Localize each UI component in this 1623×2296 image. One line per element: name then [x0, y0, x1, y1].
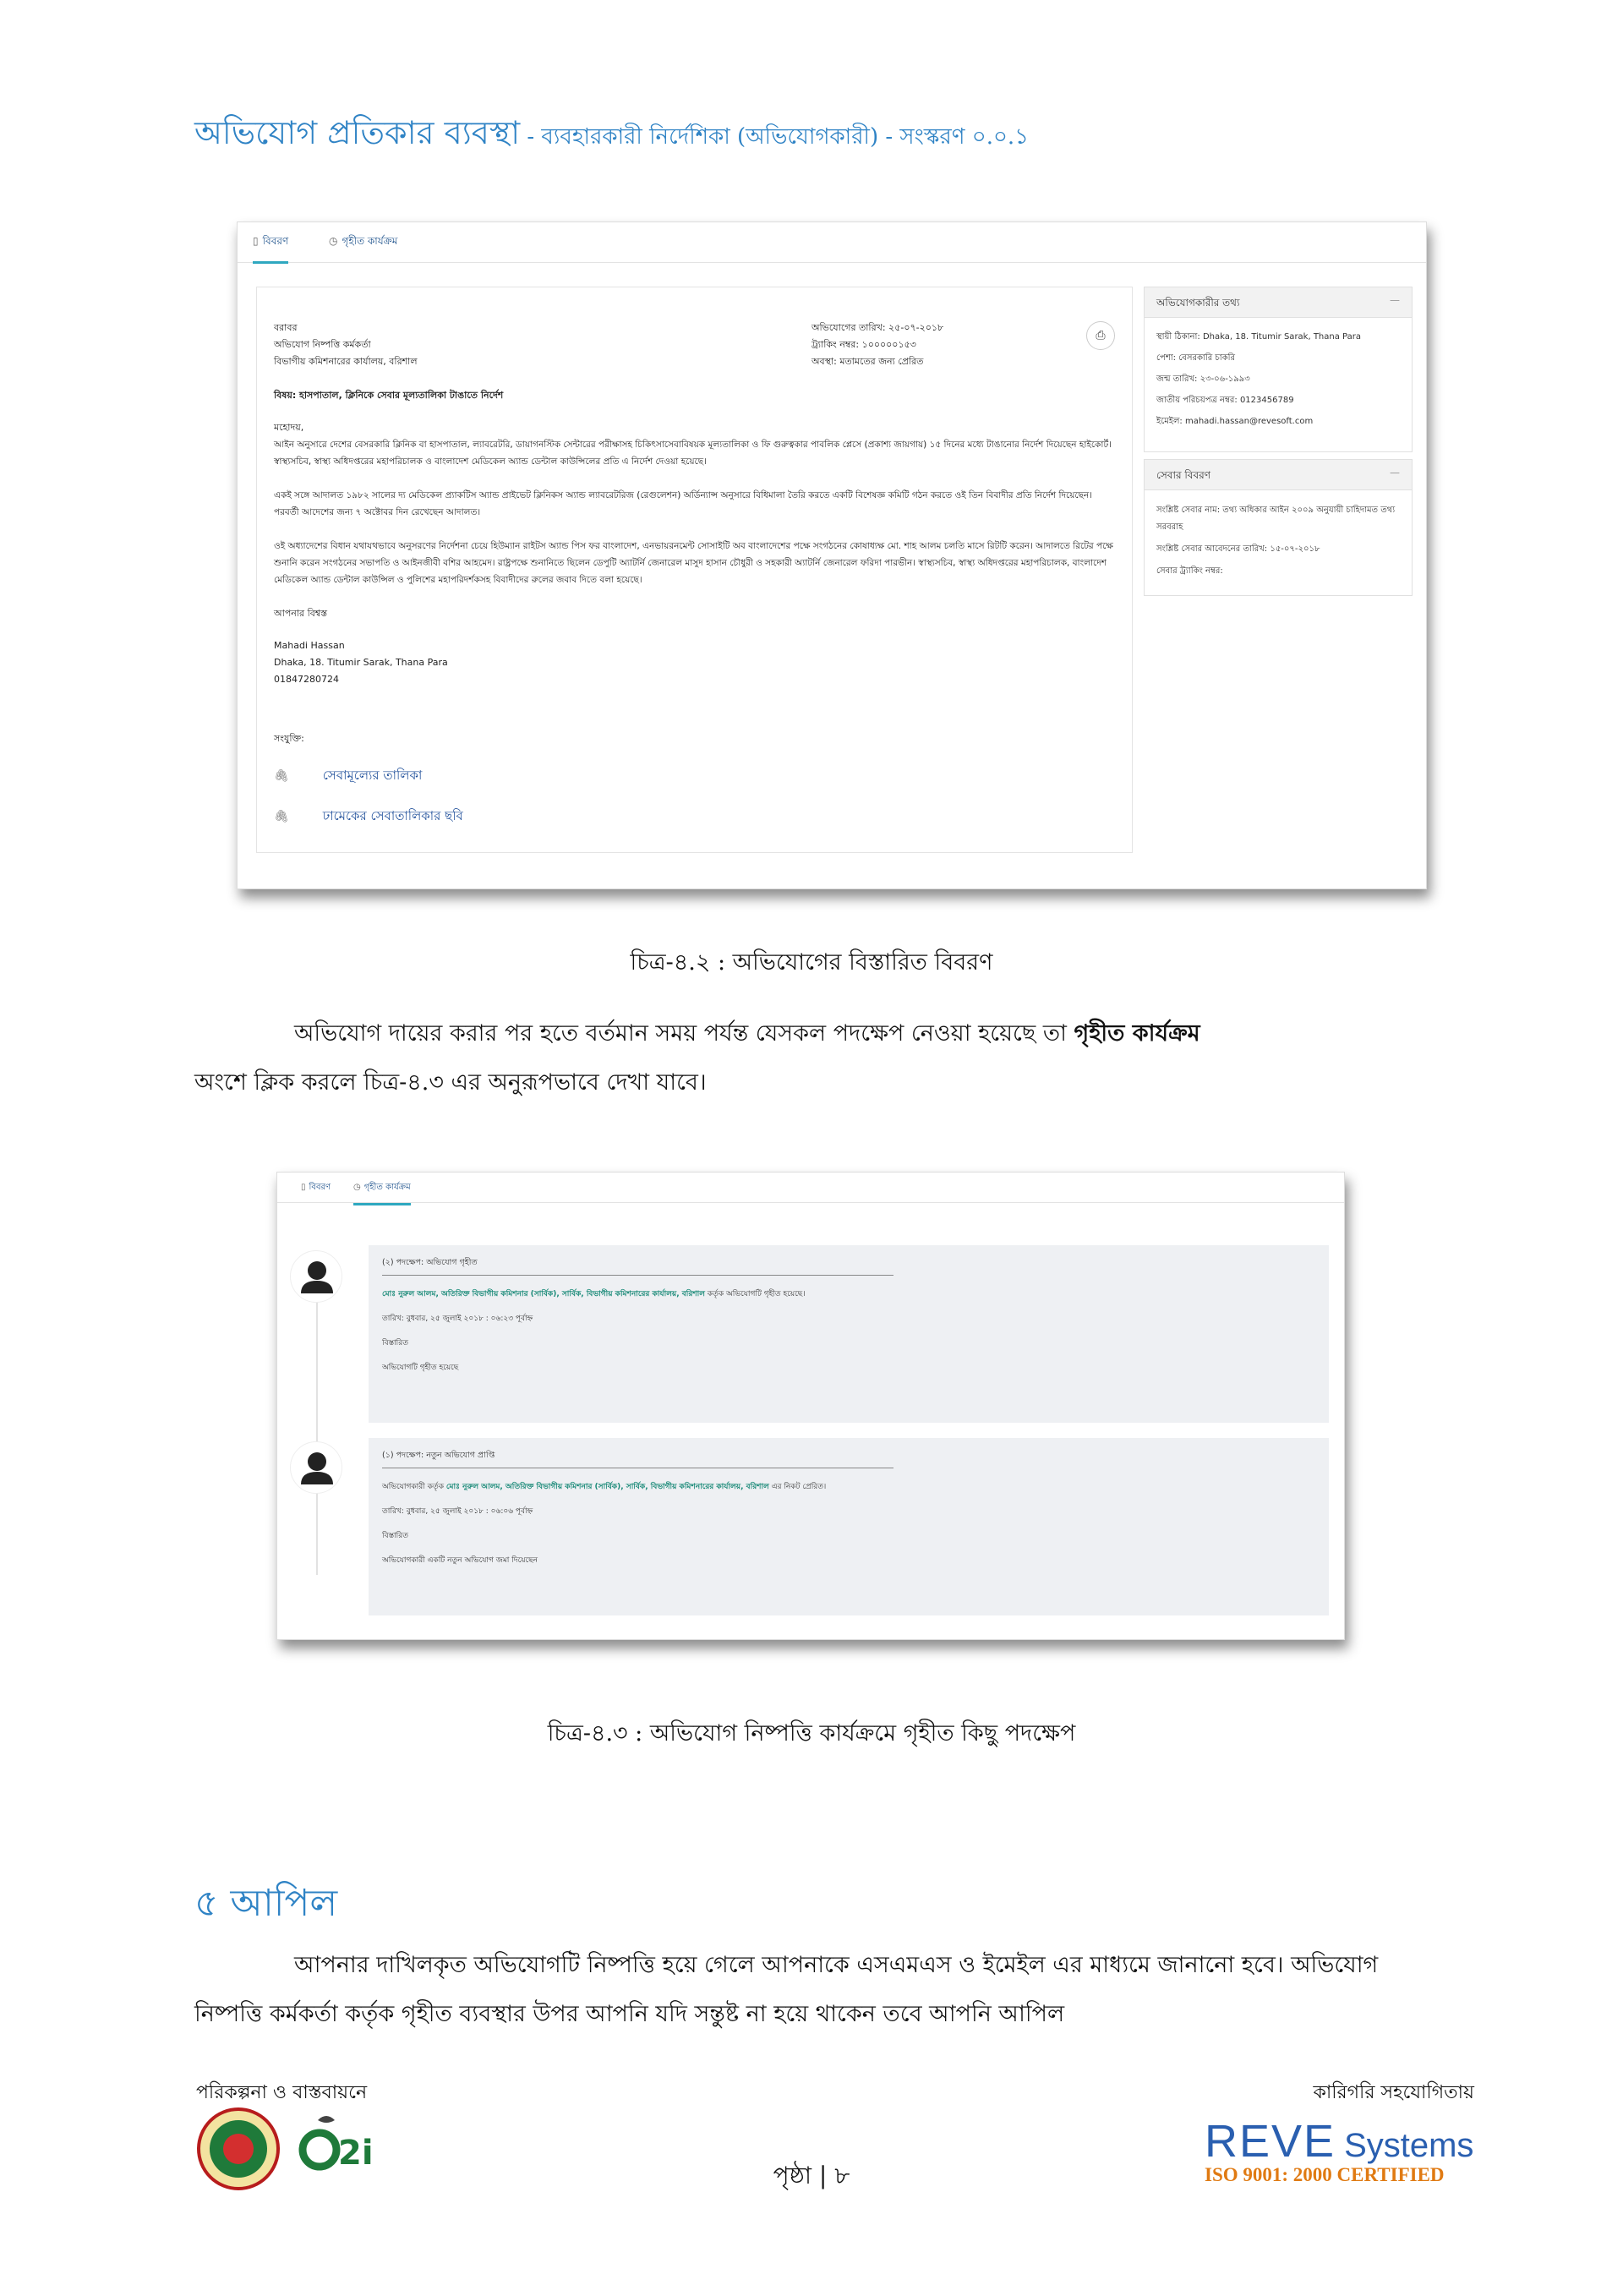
service-details-panel [1144, 459, 1413, 596]
footer-right-label: কারিগরি সহযোগিতায় [1313, 2082, 1474, 2103]
detail-text: অভিযোগটি গৃহীত হয়েছে [382, 1364, 459, 1372]
panel-body: স্থায়ী ঠিকানা: Dhaka, 18. Titumir Sarak, Thana Para পেশা: বেসরকারি চাকরি জন্ম তারিখ: ২৩-০৬-১৯৯৩ জাতীয় পরিচয়পত্র নম্বর: 0123456789 ইমেইল: mahadi.hassan@revesoft.com [1156, 332, 1361, 426]
letter-recipient: বরাবর অভিযোগ নিষ্পত্তি কর্মকর্তা বিভাগীয় কমিশনারের কার্যালয়, বরিশাল [274, 322, 418, 367]
user-avatar-icon [290, 1250, 342, 1303]
complaint-meta [812, 320, 943, 370]
printer-icon: ⎙ [1096, 329, 1106, 342]
detail-label: বিস্তারিত [382, 1532, 408, 1540]
actions-timeline-screenshot [276, 1172, 1345, 1640]
letter-paragraph-1: আইন অনুসারে দেশের বেসরকারি ক্লিনিক বা হাসপাতাল, ল্যাবরেটরি, ডায়াগনস্টিক সেন্টারের পরীক্ষাসহ চিকিৎসাসেবাবিষয়ক মূল্যতালিকা ও ফি গুরুত্বকার পাবলিক প্লেসে (প্রকাশ্য জায়গায়) ১৫ দিনের মধ্যে টাঙানোর নির্দেশ দিয়েছেন হাইকোর্ট। স্বাস্থ্যসচিব, স্বাস্থ্য অধিদপ্তরের মহাপরিচালক ও বাংলাদেশ মেডিকেল অ্যান্ড ডেন্টাল কাউন্সিলের প্রতি এ নির্দেশ দেওয়া হয়েছে। [274, 440, 1112, 467]
attachment-link[interactable]: 🖇 সেবামূল্যের তালিকা [274, 768, 423, 783]
document-icon: ▯ [253, 235, 259, 247]
step-date: তারিখ: বুধবার, ২৫ জুলাই ২০১৮ : ০৬:০৬ পূর্বাহ্ন [382, 1507, 533, 1516]
step-actor-line: মোঃ নুরুল আলম, অতিরিক্ত বিভাগীয় কমিশনার (সার্বিক), সার্বিক, বিভাগীয় কমিশনারের কার্যালয়, বরিশাল কর্তৃক অভিযোগটি গৃহীত হয়েছে। [382, 1290, 806, 1298]
letter-paragraph-2: একই সঙ্গে আদালত ১৯৮২ সালের দ্য মেডিকেল প্র্যাকটিস অ্যান্ড প্রাইভেট ক্লিনিকস অ্যান্ড ল্যাবরেটরিজ (রেগুলেশন) অর্ডিন্যান্স অনুসারে বিধিমালা তৈরি করতে একটি বিশেষজ্ঞ কমিটি গঠন করতে ওই তিন বিবাদীর প্রতি নির্দেশ দিয়েছেন। পরবর্তী আদেশের জন্য ৭ অক্টোবর দিন রেখেছেন আদালত। [274, 490, 1092, 517]
figure-caption: চিত্র-৪.৩ : অভিযোগ নিষ্পত্তি কার্যক্রমে গৃহীত কিছু পদক্ষেপ [547, 1720, 1076, 1747]
collapse-icon[interactable]: — [1390, 294, 1400, 306]
clock-icon: ◷ [329, 235, 338, 247]
step-title: (২) পদক্ষেপ: অভিযোগ গৃহীত [382, 1257, 893, 1276]
officer-link[interactable]: মোঃ নুরুল আলম, অতিরিক্ত বিভাগীয় কমিশনার (সার্বিক), সার্বিক, বিভাগীয় কমিশনারের কার্যালয়, বরিশাল [382, 1290, 705, 1298]
complaint-status: অবস্থা: মতামতের জন্য প্রেরিত [812, 356, 924, 367]
tab-details[interactable]: ▯ বিবরণ [253, 234, 288, 264]
paperclip-icon: 🖇 [274, 810, 289, 823]
attachment-link[interactable]: 🖇 ঢামেকের সেবাতালিকার ছবি [274, 808, 463, 823]
tab-details[interactable]: ▯ বিবরণ [301, 1183, 331, 1192]
step-date: তারিখ: বুধবার, ২৫ জুলাই ২০১৮ : ০৬:২৩ পূর্বাহ্ন [382, 1315, 533, 1323]
document-header [194, 108, 1029, 162]
officer-link[interactable]: মোঃ নুরুল আলম, অতিরিক্ত বিভাগীয় কমিশনার (সার্বিক), সার্বিক, বিভাগীয় কমিশনারের কার্যালয়, বরিশাল [445, 1483, 769, 1491]
letter-signature: Mahadi Hassan Dhaka, 18. Titumir Sarak, Thana Para 01847280724 [274, 640, 448, 685]
tab-actions-taken[interactable]: ◷ গৃহীত কার্যক্রম [353, 1181, 411, 1205]
timeline-entry [369, 1245, 1329, 1423]
section-title: ৫ আপিল [194, 1882, 338, 1925]
tracking-number: ট্র্যাকিং নম্বর: ১০০০০০১৫৩ [812, 339, 916, 350]
complaint-details-screenshot [237, 221, 1427, 889]
step-title: (১) পদক্ষেপ: নতুন অভিযোগ প্রাপ্তি [382, 1450, 893, 1468]
tab-bar [238, 222, 1426, 263]
header-title: অভিযোগ প্রতিকার ব্যবস্থা [194, 114, 521, 151]
complainant-info-panel [1144, 287, 1413, 452]
letter-subject: বিষয়: হাসপাতাল, ক্লিনিকে সেবার মূল্যতালিকা টাঙাতে নির্দেশ [274, 390, 504, 401]
bold-term: গৃহীত কার্যক্রম [1074, 1020, 1200, 1047]
print-button[interactable] [1086, 321, 1115, 350]
complaint-date: অভিযোগের তারিখ: ২৫-০৭-২০১৮ [812, 322, 944, 333]
timeline-entry [369, 1438, 1329, 1615]
panel-body: সংশ্লিষ্ট সেবার নাম: তথ্য অধিকার আইন ২০০৯ অনুযায়ী চাহিদামত তথ্য সরবরাহ সংশ্লিষ্ট সেবার আবেদনের তারিখ: ১৫-০৭-২০১৮ সেবার ট্র্যাকিং নম্বর: [1156, 506, 1396, 576]
iso-certification: ISO 9001: 2000 CERTIFIED [1205, 2164, 1445, 2185]
body-paragraph: আপনার দাখিলকৃত অভিযোগটি নিষ্পত্তি হয়ে গেলে আপনাকে এসএমএস ও ইমেইল এর মাধ্যমে জানানো হবে। অভিযোগ নিষ্পত্তি কর্মকর্তা কর্তৃক গৃহীত ব্যবস্থার উপর আপনি যদি সন্তুষ্ট না হয়ে থাকেন তবে আপনি আপিল [194, 1952, 1379, 2027]
document-icon: ▯ [301, 1183, 306, 1192]
paperclip-icon: 🖇 [274, 769, 289, 783]
detail-label: বিস্তারিত [382, 1339, 408, 1348]
collapse-icon[interactable]: — [1390, 467, 1400, 478]
body-paragraph: অভিযোগ দায়ের করার পর হতে বর্তমান সময় পর্যন্ত যেসকল পদক্ষেপ নেওয়া হয়েছে তা গৃহীত কার্যক্রম [294, 1020, 1200, 1047]
letter-salutation: মহোদয়, [274, 422, 304, 433]
detail-text: অভিযোগকারী একটি নতুন অভিযোগ জমা দিয়েছেন [382, 1556, 538, 1565]
tab-actions-taken[interactable]: ◷ গৃহীত কার্যক্রম [329, 235, 398, 247]
page-number: পৃষ্ঠা | ৮ [773, 2162, 850, 2189]
letter-paragraph-3: ওই অধ্যাদেশের বিধান যথাযথভাবে অনুসরণের নির্দেশনা চেয়ে হিউম্যান রাইটস অ্যান্ড পিস ফর বাংলাদেশ, এনভায়রনমেন্ট সোসাইটি অব বাংলাদেশের পক্ষে সংগঠনের কোষাধ্যক্ষ মো. শাহ আলম চলতি মাসে রিটটি করেন। আদালতে রিটের পক্ষে শুনানি করেন সংগঠনের সভাপতি ও আইনজীবী বশির আহমেদ। রাষ্ট্রপক্ষে শুনানিতে ছিলেন ডেপুটি অ্যাটর্নি জেনারেল মাসুদ হাসান চৌধুরী ও সহকারী অ্যাটর্নি জেনারেল ফরিদা পারভীন। স্বাস্থ্যসচিব, স্বাস্থ্য অধিদপ্তরের মহাপরিচালক, বাংলাদেশ মেডিকেল অ্যান্ড ডেন্টাল কাউন্সিল ও পুলিশের মহাপরিদর্শকসহ বিবাদীদের রুলের জবাব দিতে বলা হয়েছে। [274, 541, 1113, 585]
attachments-label: সংযুক্তি: [274, 733, 304, 744]
user-avatar-icon [290, 1441, 342, 1494]
footer-left-label: পরিকল্পনা ও বাস্তবায়নে [196, 2082, 368, 2103]
reve-systems-logo: REVE Systems ISO 9001: 2000 CERTIFIED [1205, 2116, 1474, 2185]
step-actor-line: অভিযোগকারী কর্তৃক মোঃ নুরুল আলম, অতিরিক্ত বিভাগীয় কমিশনার (সার্বিক), সার্বিক, বিভাগীয় কমিশনারের কার্যালয়, বরিশাল এর নিকট প্রেরিত। [382, 1483, 827, 1491]
tab-bar [277, 1173, 1344, 1203]
letter-closing: আপনার বিশ্বস্ত [274, 608, 328, 619]
clock-icon: ◷ [353, 1183, 361, 1192]
svg-text:2i: 2i [338, 2134, 374, 2173]
header-subtitle: - ব্যবহারকারী নির্দেশিকা (অভিযোগকারী) - সংস্করণ ০.০.১ [520, 124, 1030, 150]
complaint-letter [256, 287, 1133, 853]
figure-caption: চিত্র-৪.২ : অভিযোগের বিস্তারিত বিবরণ [630, 949, 993, 976]
panel-header: সেবার বিবরণ — [1145, 460, 1412, 490]
body-paragraph-continued: অংশে ক্লিক করলে চিত্র-৪.৩ এর অনুরূপভাবে দেখা যাবে। [194, 1069, 707, 1096]
panel-header: অভিযোগকারীর তথ্য — [1145, 287, 1412, 318]
